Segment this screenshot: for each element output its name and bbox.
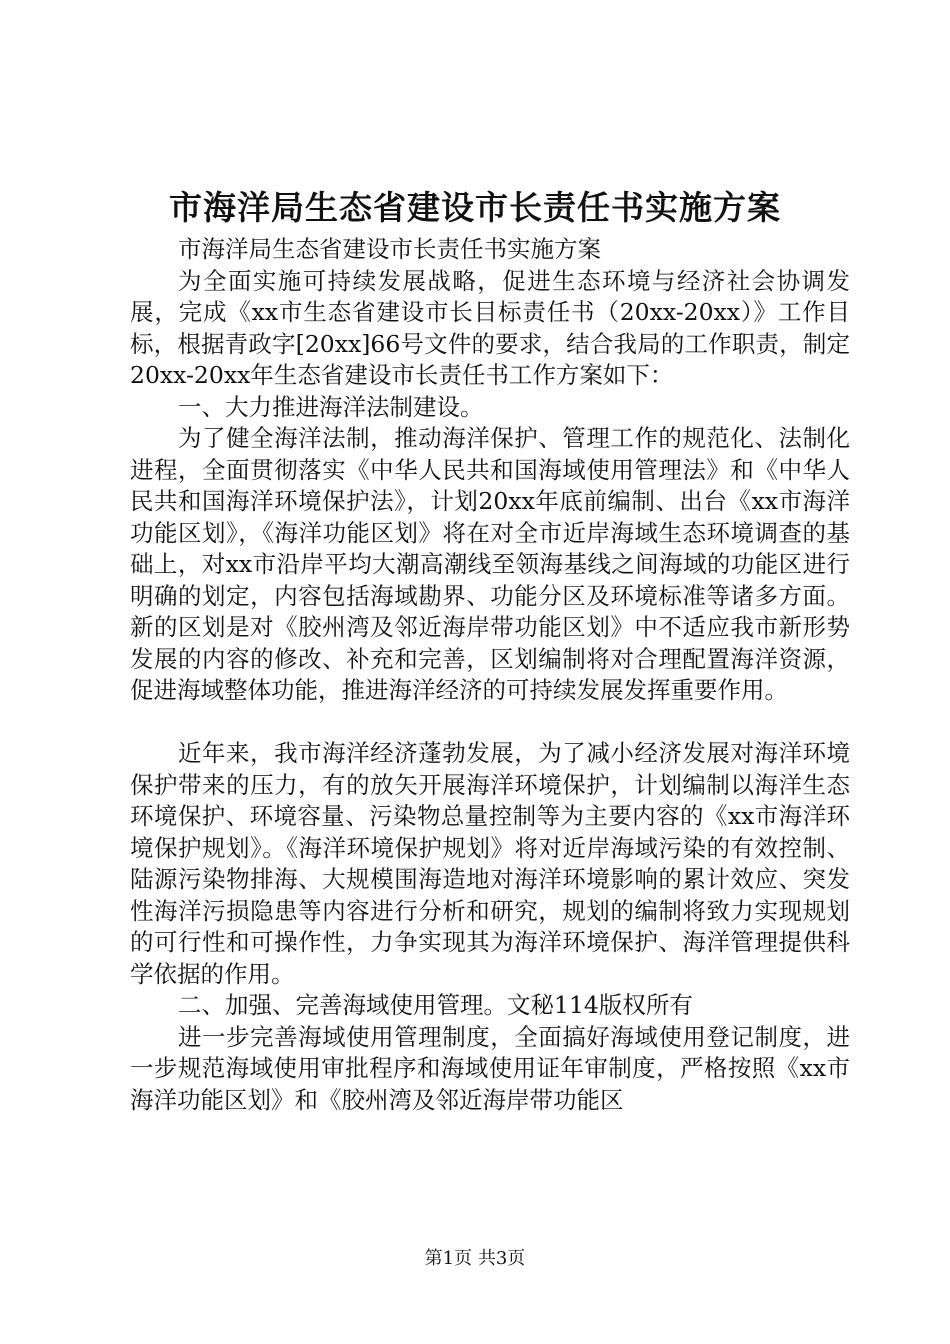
paragraph-legal: 为了健全海洋法制，推动海洋保护、管理工作的规范化、法制化进程，全面贯彻落实《中华人民共和国海域使用管理法》和《中华人民共和国海洋环境保护法》，计划20xx年底前编制、出台《xx市海洋功能区划》，《海洋功能区划》将在对全市近岸海域生态环境调查的基础上，对xx市沿岸平均大潮高潮线至领海基线之间海域的功能区进行明确的划定，内容包括海域勘界、功能分区及环境标准等诸多方面。新的区划是对《胶州湾及邻近海岸带功能区划》中不适应我市新形势发展的内容的修改、补充和完善，区划编制将对合理配置海洋资源，促进海域整体功能，推进海洋经济的可持续发展发挥重要作用。 — [130, 424, 850, 704]
section-heading-1: 一、大力推进海洋法制建设。 — [178, 392, 484, 421]
paragraph-sea-use: 进一步完善海域使用管理制度，全面搞好海域使用登记制度，进一步规范海域使用审批程序和海域使用证年审制度，严格按照《xx市海洋功能区划》和《胶州湾及邻近海岸带功能区 — [130, 1022, 850, 1114]
paragraph-environment: 近年来，我市海洋经济蓬勃发展，为了减小经济发展对海洋环境保护带来的压力，有的放矢开展海洋环境保护，计划编制以海洋生态环境保护、环境容量、污染物总量控制等为主要内容的《xx市海洋环境保护规划》。《海洋环境保护规划》将对近岸海域污染的有效控制、陆源污染物排海、大规模围海造地对海洋环境影响的累计效应、突发性海洋污损隐患等内容进行分析和研究，规划的编制将致力实现规划的可行性和可操作性，力争实现其为海洋环境保护、海洋管理提供科学依据的作用。 — [130, 739, 850, 988]
document-title: 市海洋局生态省建设市长责任书实施方案 — [169, 188, 781, 227]
paragraph-subtitle: 市海洋局生态省建设市长责任书实施方案 — [178, 235, 601, 263]
document-body — [130, 234, 850, 1116]
section-heading-2: 二、加强、完善海域使用管理。文秘114版权所有 — [178, 991, 693, 1019]
paragraph-intro: 为全面实施可持续发展战略，促进生态环境与经济社会协调发展，完成《xx市生态省建设市长目标责任书（20xx-20xx）》工作目标，根据青政字[20xx]66号文件的要求，结合我局的工作职责，制定20xx-20xx年生态省建设市长责任书工作方案如下： — [130, 266, 850, 389]
page-footer: 第1页 共3页 — [424, 1248, 526, 1269]
